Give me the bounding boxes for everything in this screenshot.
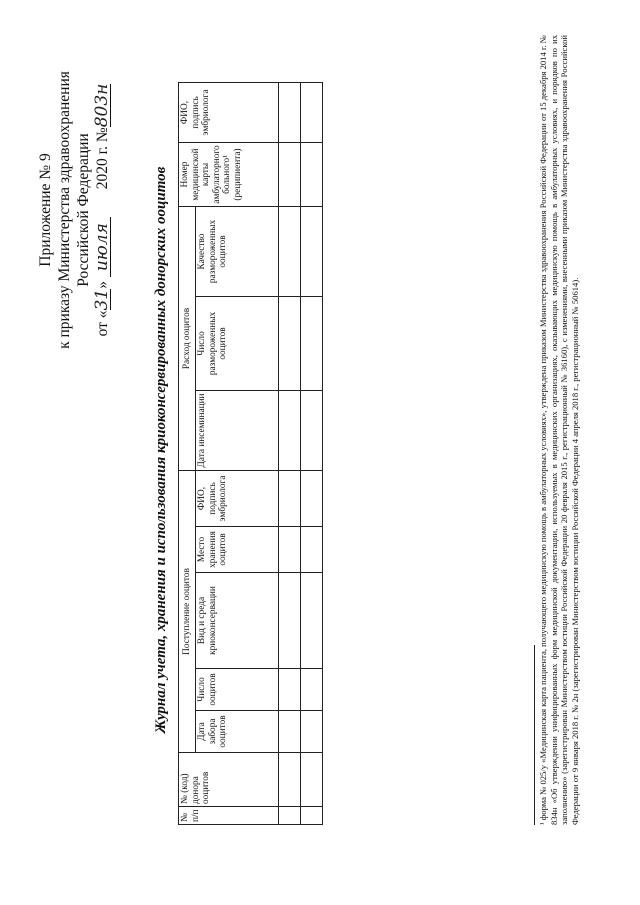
header-thawed-count: Число размороженных ооцитов	[196, 297, 279, 391]
header-thawed-quality: Качество размороженных ооцитов	[196, 207, 279, 297]
header-group-usage: Расход ооцитов	[179, 207, 196, 471]
appendix-number: Приложение № 9	[37, 153, 54, 267]
journal-title: Журнал учета, хранения и использования криоконсервированных донорских ооцитов	[153, 166, 169, 734]
date-year: 2020 г. №	[94, 127, 111, 190]
table-row	[279, 83, 301, 825]
table-header-row-1	[179, 83, 196, 825]
header-embryologist-2: ФИО, подпись эмбриолога	[179, 83, 279, 143]
date-month: июля	[95, 217, 111, 277]
date-mid: »	[94, 281, 111, 289]
footnote: ¹ форма № 025/у «Медицинская карта пациента, получающего медицинскую помощь в амбулаторных условиях», утверждена приказом Министерства здравоохранения Российской Федерации от 15 декабря 2014 г. № 834н «Об утверждении унифицированных форм медицинской документации, используемых в медицинских организациях, оказывающих медицинскую помощь в амбулаторных условиях, и порядков по их заполнению» (зарегистрирован Министерством юстиции Российской Федерации 20 февраля 2015 г., регистрационный № 36160), с изменениями, внесенными приказом Министерства здравоохранения Российской Федерации от 9 января 2018 г. № 2н (зарегистрирован Министерством юстиции Российской Федерации 4 апреля 2018 г., регистрационный № 50614).	[538, 35, 580, 825]
header-collection-date: Дата забора ооцитов	[196, 711, 279, 753]
header-insemination-date: Дата инсеминации	[196, 391, 279, 471]
header-oocyte-count: Число ооцитов	[196, 669, 279, 711]
header-donor: № (код) донора ооцитов	[179, 753, 279, 807]
table-row	[301, 83, 323, 825]
order-line-1: к приказу Министерства здравоохранения	[56, 71, 73, 349]
order-line-2: Российской Федерации	[75, 133, 92, 287]
journal-table	[178, 82, 323, 825]
header-cryo-type: Вид и среда криоконсервации	[196, 573, 279, 669]
header-num: № п/п	[179, 807, 279, 825]
header-card-number: Номер медицинской карты амбулаторного больного¹ (реципиента)	[179, 143, 279, 207]
header-group-receipt: Поступление ооцитов	[179, 471, 196, 753]
date-prefix: от «	[94, 310, 111, 337]
footnote-separator	[534, 645, 535, 825]
appendix-header	[36, 60, 112, 360]
date-day: 31	[92, 288, 112, 311]
order-date-line	[93, 60, 112, 360]
header-storage-place: Место хранения ооцитов	[196, 527, 279, 573]
header-embryologist-1: ФИО, подпись эмбриолога	[196, 471, 279, 527]
order-number: 803н	[92, 83, 112, 128]
